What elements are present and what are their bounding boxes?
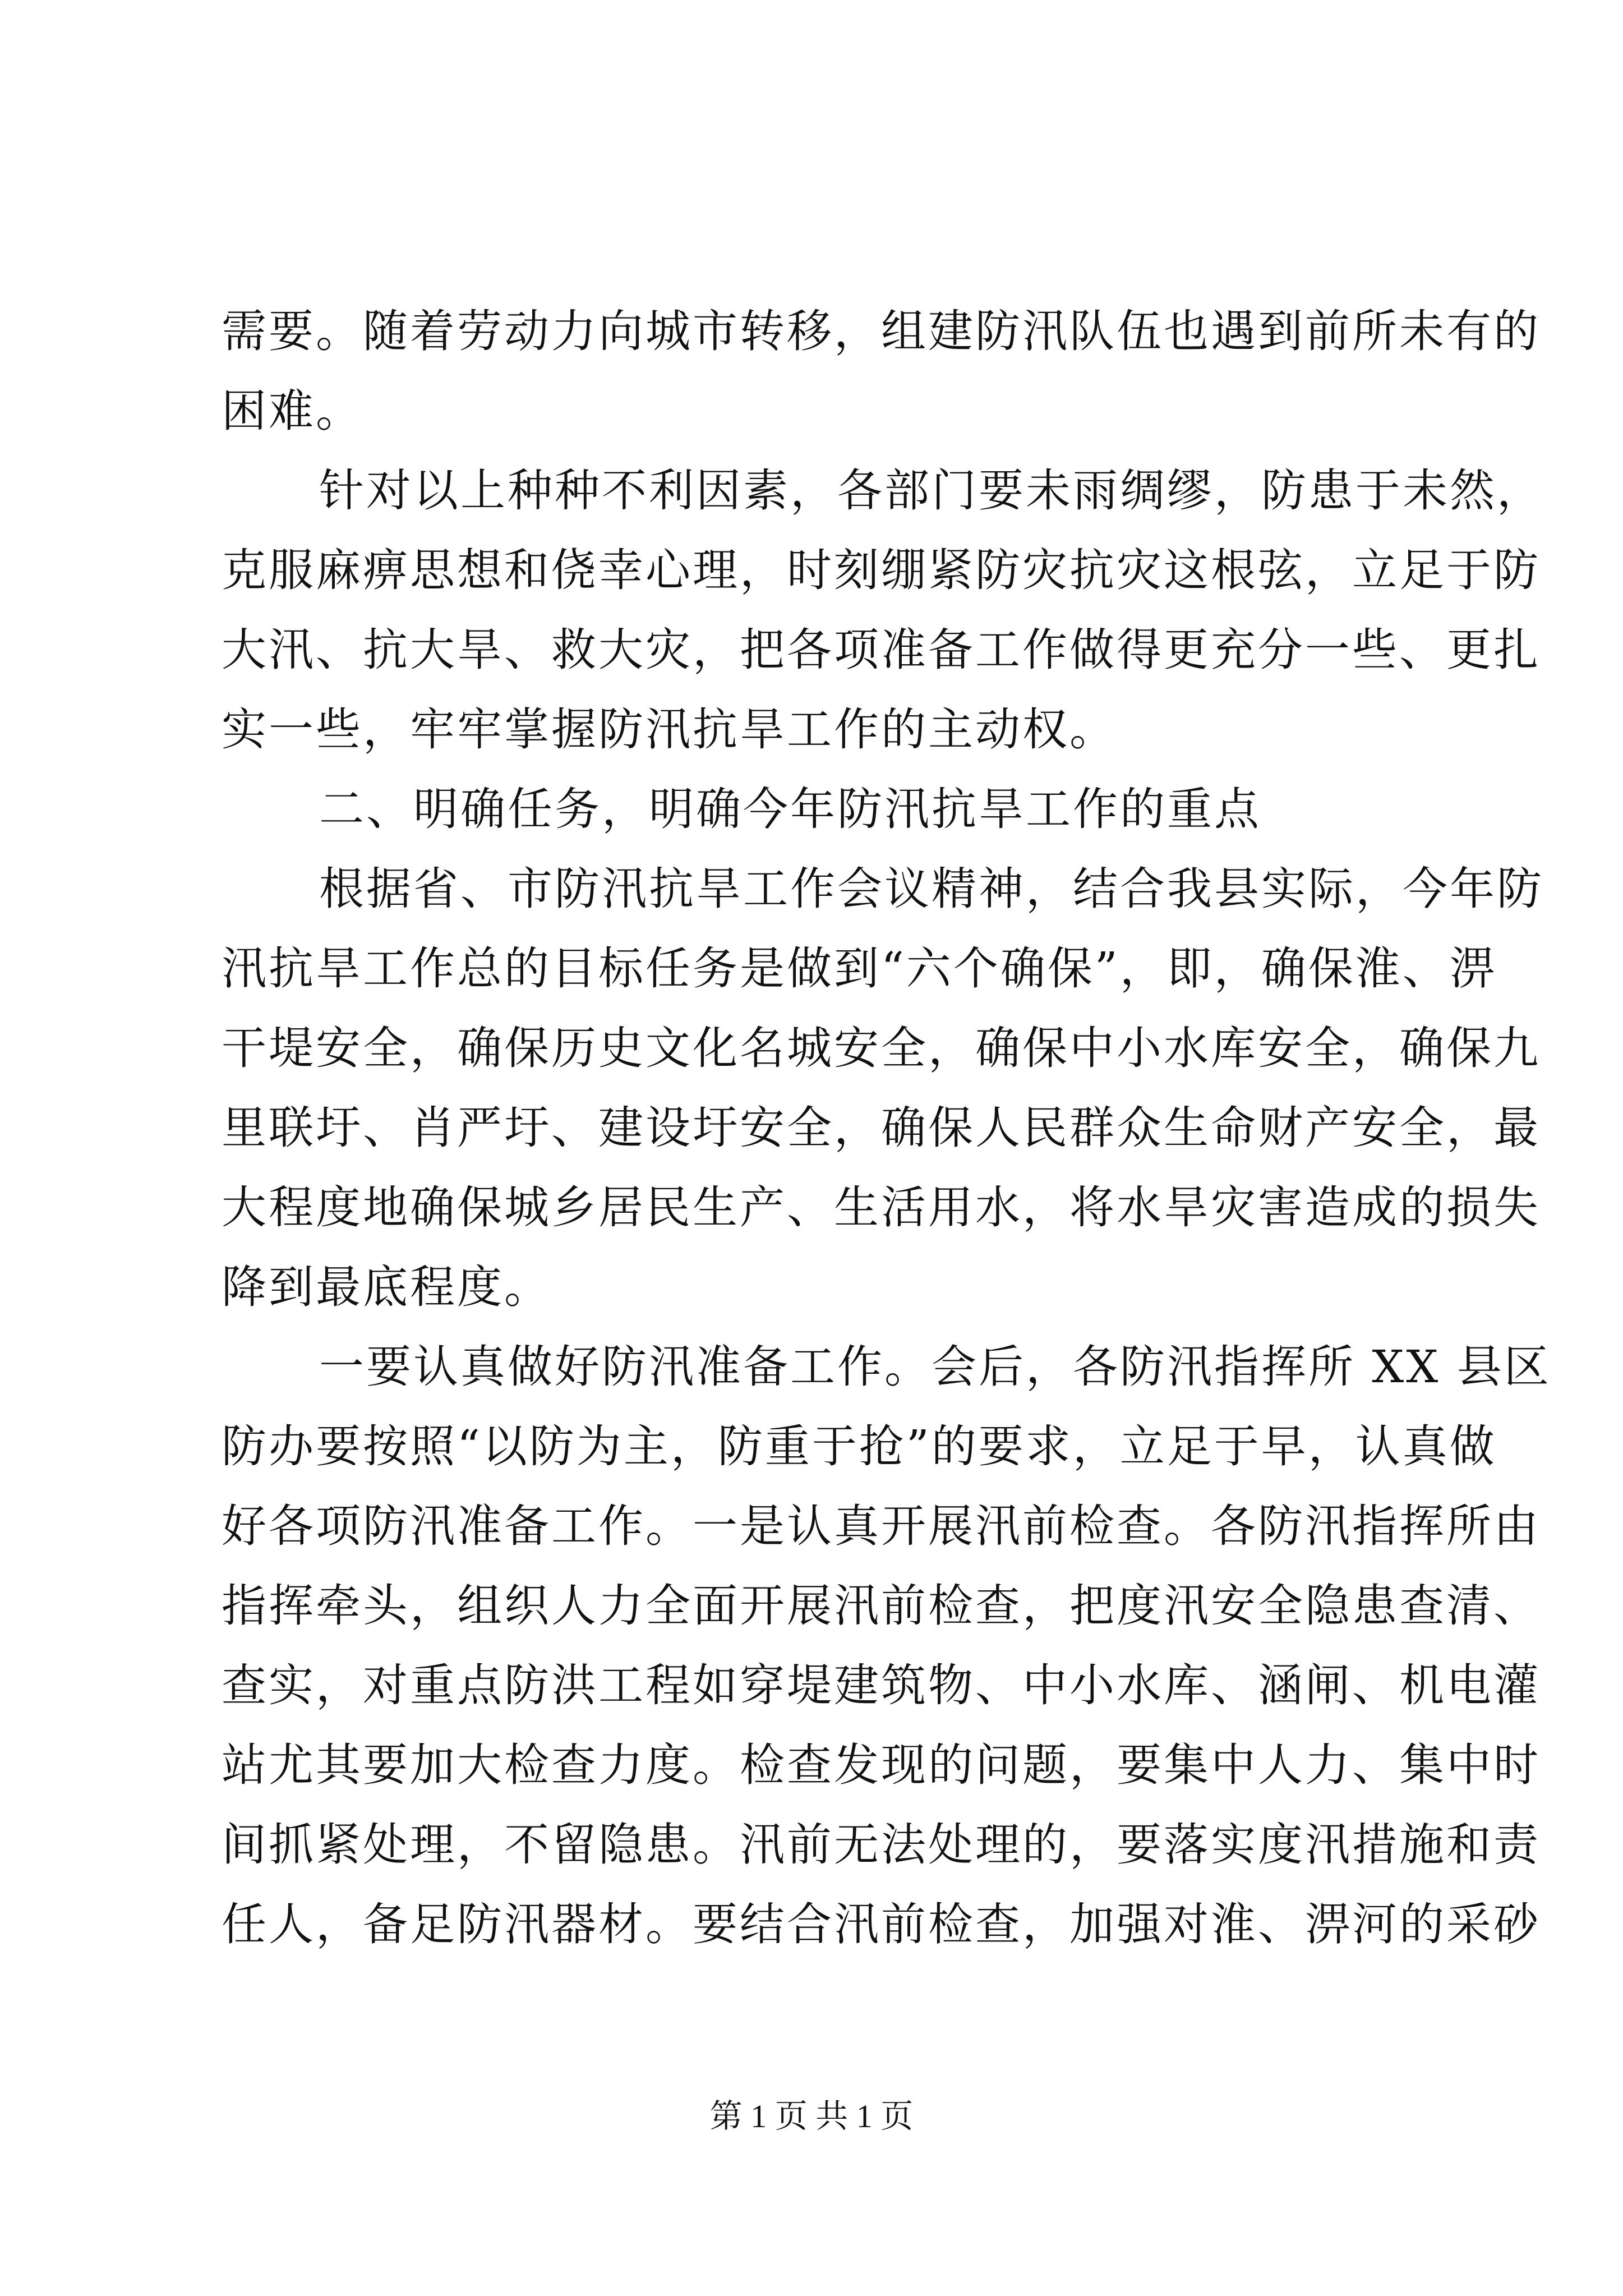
text-line: 防办要按照“以防为主，防重于抢”的要求，立足于早，认真做 (222, 1420, 1497, 1473)
text-line: 大程度地确保城乡居民生产、生活用水，将水旱灾害造成的损失 (222, 1181, 1541, 1234)
text-line: 根据省、市防汛抗旱工作会议精神，结合我县实际，今年防 (319, 863, 1544, 915)
text-line: 克服麻痹思想和侥幸心理，时刻绷紧防灾抗灾这根弦，立足于防 (222, 544, 1541, 596)
text-line: 大汛、抗大旱、救大灾，把各项准备工作做得更充分一些、更扎 (222, 624, 1541, 676)
text-line: 任人，备足防汛器材。要结合汛前检查，加强对淮、淠河的采砂 (222, 1898, 1541, 1950)
text-line: 站尤其要加大检查力度。检查发现的问题，要集中人力、集中时 (222, 1739, 1541, 1791)
text-line: 指挥牵头，组织人力全面开展汛前检查，把度汛安全隐患查清、 (222, 1580, 1541, 1632)
text-line: 里联圩、肖严圩、建设圩安全，确保人民群众生命财产安全，最 (222, 1102, 1541, 1154)
text-line: 一要认真做好防汛准备工作。会后，各防汛指挥所 XX 县区 (319, 1341, 1551, 1393)
text-line: 查实，对重点防洪工程如穿堤建筑物、中小水库、涵闸、机电灌 (222, 1659, 1541, 1711)
page-number-label: 第 1 页 共 1 页 (709, 2098, 914, 2134)
text-line: 干堤安全，确保历史文化名城安全，确保中小水库安全，确保九 (222, 1022, 1541, 1074)
text-line: 降到最底程度。 (222, 1261, 551, 1313)
section-heading: 二、明确任务，明确今年防汛抗旱工作的重点 (319, 783, 1261, 835)
document-body (222, 292, 1551, 1964)
text-line: 针对以上种种不利因素，各部门要未雨绸缪，防患于未然， (319, 464, 1544, 517)
text-line: 实一些，牢牢掌握防汛抗旱工作的主动权。 (222, 703, 1117, 756)
page-footer (0, 2097, 1623, 2136)
text-line: 好各项防汛准备工作。一是认真开展汛前检查。各防汛指挥所由 (222, 1500, 1541, 1552)
text-line: 汛抗旱工作总的目标任务是做到“六个确保”，即，确保淮、淠 (222, 942, 1497, 995)
text-line: 困难。 (222, 385, 363, 437)
text-line: 需要。随着劳动力向城市转移，组建防汛队伍也遇到前所未有的 (222, 305, 1541, 357)
text-line: 间抓紧处理，不留隐患。汛前无法处理的，要落实度汛措施和责 (222, 1819, 1541, 1871)
